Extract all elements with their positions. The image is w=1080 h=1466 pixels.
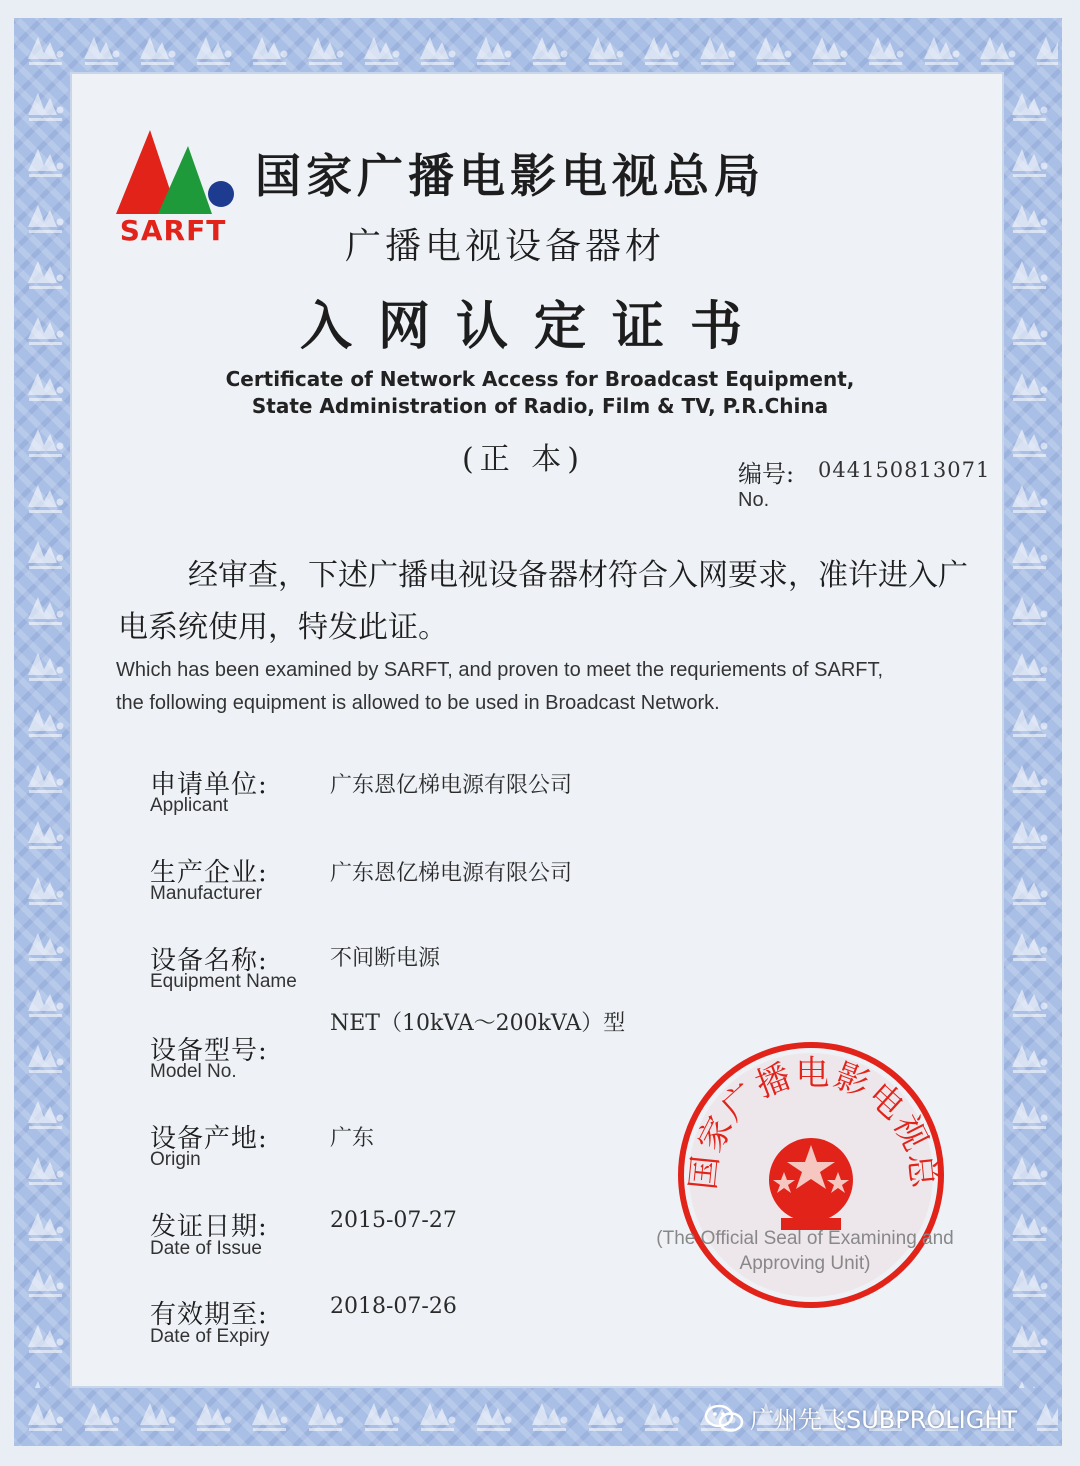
model-number-value: NET（10kVA～200kVA）型: [330, 1011, 626, 1036]
border-logo-tile-icon: [1002, 694, 1058, 750]
border-logo-tile-icon: [1002, 806, 1058, 862]
border-logo-tile-icon: [18, 1366, 74, 1388]
statement-en-line1: Which has been examined by SARFT, and proven to meet the requriements of SARFT,: [116, 659, 884, 681]
equipment-name-label: 设备名称:: [150, 946, 268, 976]
applicant-value: 广东恩亿梯电源有限公司: [330, 773, 573, 798]
border-logo-tile-icon: [578, 22, 634, 78]
border-logo-tile-icon: [18, 78, 74, 134]
border-logo-tile-icon: [1002, 78, 1058, 134]
seal-caption-line2: Approving Unit): [739, 1253, 871, 1274]
number-label-en: No.: [738, 489, 770, 511]
border-logo-tile-icon: [298, 22, 354, 78]
border-logo-tile-icon: [1002, 246, 1058, 302]
border-logo-tile-icon: [18, 22, 74, 78]
title-en-line2: State Administration of Radio, Film & TV, P.R.China: [251, 394, 829, 418]
border-logo-tile-icon: [18, 1388, 74, 1444]
border-logo-tile-icon: [746, 22, 802, 78]
border-logo-tile-icon: [1002, 134, 1058, 190]
border-logo-tile-icon: [1002, 1310, 1058, 1366]
border-logo-tile-icon: [1002, 414, 1058, 470]
expiry-date-label-en: Date of Expiry: [150, 1326, 270, 1347]
border-logo-tile-icon: [466, 22, 522, 78]
border-logo-tile-icon: [18, 694, 74, 750]
border-pattern-right: [1002, 78, 1058, 1388]
model-number-label: 设备型号:: [150, 1036, 268, 1066]
statement-en-line2: the following equipment is allowed to be used in Broadcast Network.: [116, 692, 720, 714]
border-logo-tile-icon: [18, 1030, 74, 1086]
manufacturer-label: 生产企业:: [150, 858, 268, 888]
border-logo-tile-icon: [578, 1388, 634, 1444]
border-logo-tile-icon: [1002, 302, 1058, 358]
border-logo-tile-icon: [466, 1388, 522, 1444]
certificate-title-en: [150, 366, 930, 420]
border-logo-tile-icon: [18, 190, 74, 246]
border-logo-tile-icon: [18, 862, 74, 918]
border-logo-tile-icon: [1002, 1030, 1058, 1086]
issue-date-label-en: Date of Issue: [150, 1238, 262, 1259]
border-logo-tile-icon: [354, 1388, 410, 1444]
certificate-title-cn: 入网认定证书: [300, 296, 769, 357]
border-logo-tile-icon: [186, 22, 242, 78]
border-logo-tile-icon: [354, 22, 410, 78]
border-logo-tile-icon: [1002, 582, 1058, 638]
border-logo-tile-icon: [410, 22, 466, 78]
border-logo-tile-icon: [522, 1388, 578, 1444]
border-logo-tile-icon: [18, 1142, 74, 1198]
border-logo-tile-icon: [1026, 22, 1058, 78]
border-logo-tile-icon: [914, 22, 970, 78]
border-logo-tile-icon: [1002, 358, 1058, 414]
border-logo-tile-icon: [18, 134, 74, 190]
applicant-label-en: Applicant: [150, 795, 229, 816]
border-logo-tile-icon: [130, 1388, 186, 1444]
border-logo-tile-icon: [18, 750, 74, 806]
origin-value: 广东: [330, 1126, 375, 1151]
border-logo-tile-icon: [634, 22, 690, 78]
border-logo-tile-icon: [130, 22, 186, 78]
border-logo-tile-icon: [18, 918, 74, 974]
statement-en: [116, 654, 996, 720]
border-logo-tile-icon: [1002, 1254, 1058, 1310]
border-logo-tile-icon: [1002, 1142, 1058, 1198]
border-logo-tile-icon: [18, 246, 74, 302]
logo-text: SARFT: [119, 214, 227, 247]
issue-date-label: 发证日期:: [150, 1212, 268, 1242]
border-logo-tile-icon: [18, 1086, 74, 1142]
border-logo-tile-icon: [298, 1388, 354, 1444]
border-logo-tile-icon: [634, 1388, 690, 1444]
border-logo-tile-icon: [18, 302, 74, 358]
seal-text: 国家广播电影电视总: [683, 1053, 944, 1192]
seal-caption: [620, 1226, 990, 1276]
applicant-label: 申请单位:: [150, 770, 268, 800]
border-logo-tile-icon: [18, 470, 74, 526]
border-logo-tile-icon: [1002, 1198, 1058, 1254]
border-logo-tile-icon: [18, 582, 74, 638]
border-logo-tile-icon: [690, 22, 746, 78]
border-logo-tile-icon: [1026, 1388, 1058, 1444]
border-logo-tile-icon: [74, 22, 130, 78]
wechat-icon: [704, 1403, 744, 1433]
number-label: 编号:: [738, 460, 795, 488]
border-logo-tile-icon: [18, 1198, 74, 1254]
manufacturer-label-en: Manufacturer: [150, 883, 262, 904]
issue-date-value: 2015-07-27: [330, 1208, 457, 1233]
border-logo-tile-icon: [522, 22, 578, 78]
origin-label-en: Origin: [150, 1149, 201, 1170]
border-logo-tile-icon: [1002, 1366, 1058, 1388]
seal-caption-line1: (The Official Seal of Examining and: [656, 1228, 954, 1249]
border-logo-tile-icon: [1002, 918, 1058, 974]
border-logo-tile-icon: [242, 22, 298, 78]
statement-cn: 经审查，下述广播电视设备器材符合入网要求，准许进入广电系统使用，特发此证。: [118, 558, 968, 645]
border-logo-tile-icon: [18, 974, 74, 1030]
watermark-text: 广州先飞SUBPROLIGHT: [750, 1406, 1018, 1434]
equipment-name-value: 不间断电源: [330, 946, 441, 971]
border-logo-tile-icon: [18, 638, 74, 694]
origin-label: 设备产地:: [150, 1124, 268, 1154]
border-logo-tile-icon: [802, 22, 858, 78]
border-logo-tile-icon: [242, 1388, 298, 1444]
border-logo-tile-icon: [18, 806, 74, 862]
border-pattern-top: [18, 22, 1058, 78]
border-logo-tile-icon: [186, 1388, 242, 1444]
border-logo-tile-icon: [858, 22, 914, 78]
border-logo-tile-icon: [410, 1388, 466, 1444]
border-logo-tile-icon: [1002, 974, 1058, 1030]
border-logo-tile-icon: [18, 1310, 74, 1366]
border-logo-tile-icon: [1002, 638, 1058, 694]
border-logo-tile-icon: [18, 414, 74, 470]
border-logo-tile-icon: [18, 526, 74, 582]
border-logo-tile-icon: [1002, 862, 1058, 918]
expiry-date-label: 有效期至:: [150, 1300, 268, 1330]
model-number-label-en: Model No.: [150, 1061, 237, 1082]
border-pattern-left: [18, 78, 74, 1388]
certificate-number: 044150813071: [818, 458, 991, 482]
border-logo-tile-icon: [74, 1388, 130, 1444]
border-logo-tile-icon: [1002, 750, 1058, 806]
manufacturer-value: 广东恩亿梯电源有限公司: [330, 861, 573, 886]
expiry-date-value: 2018-07-26: [330, 1294, 457, 1319]
border-logo-tile-icon: [1002, 190, 1058, 246]
issuer-title-cn: 国家广播电影电视总局: [255, 149, 765, 203]
border-logo-tile-icon: [18, 358, 74, 414]
border-logo-tile-icon: [970, 22, 1026, 78]
border-logo-tile-icon: [1002, 1086, 1058, 1142]
border-logo-tile-icon: [1002, 526, 1058, 582]
watermark: [704, 1400, 1017, 1435]
subtitle-cn: 广播电视设备器材: [345, 226, 666, 267]
border-logo-tile-icon: [18, 1254, 74, 1310]
equipment-name-label-en: Equipment Name: [150, 971, 297, 992]
title-en-line1: Certificate of Network Access for Broadcast Equipment,: [225, 367, 855, 391]
border-logo-tile-icon: [1002, 470, 1058, 526]
copy-type: (正 本): [462, 442, 585, 477]
